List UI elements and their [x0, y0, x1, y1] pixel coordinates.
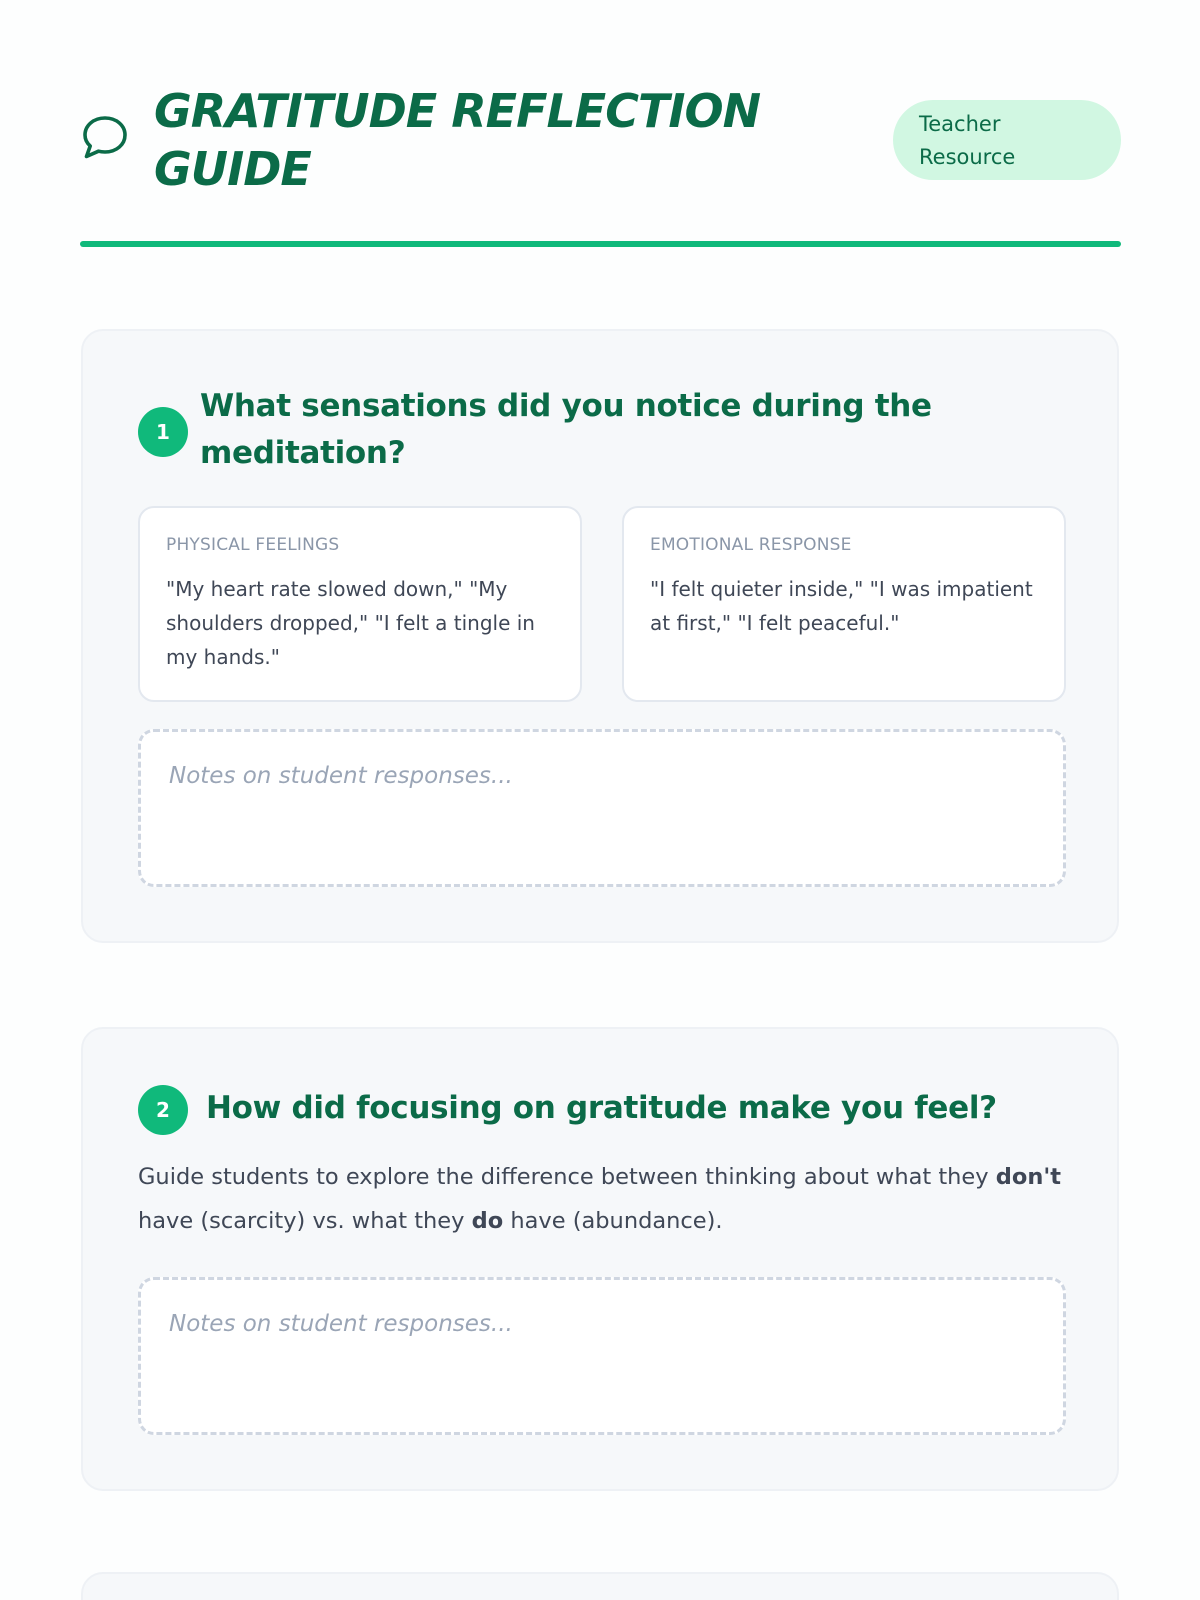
page-title-line-2: GUIDE [154, 142, 311, 196]
page-title [154, 82, 854, 198]
chat-bubble-icon [80, 112, 130, 162]
question-title: How did focusing on gratitude make you feel? [206, 1090, 997, 1126]
physical-feelings-box [138, 506, 582, 702]
teacher-resource-badge [893, 100, 1121, 180]
question-card-3 [81, 1572, 1119, 1600]
notes-field-1[interactable]: Notes on student responses... [138, 729, 1066, 887]
question-card-1 [81, 329, 1119, 943]
question-guidance-text [138, 1155, 1068, 1243]
header-divider [80, 241, 1121, 247]
emotional-response-label: EMOTIONAL RESPONSE [650, 535, 852, 555]
guidance-emphasis: don't [995, 1164, 1061, 1190]
question-card-2 [81, 1027, 1119, 1491]
guidance-text-part: Guide students to explore the difference between thinking about what they [138, 1164, 996, 1190]
notes-field-2[interactable]: Notes on student responses... [138, 1277, 1066, 1435]
physical-feelings-text: "My heart rate slowed down," "My shoulders dropped," "I felt a tingle in my hands." [166, 577, 535, 669]
question-header-2 [138, 1081, 1067, 1141]
question-title: What sensations did you notice during the meditation? [200, 388, 932, 471]
emotional-response-text: "I felt quieter inside," "I was impatient at first," "I felt peaceful." [650, 577, 1033, 635]
guidance-text-part: have (abundance). [503, 1208, 723, 1234]
question-header-1 [138, 383, 1067, 483]
badge-line-2: Resource [919, 145, 1016, 169]
page-header [80, 78, 1120, 198]
badge-line-1: Teacher [919, 112, 1001, 136]
question-number-badge: 1 [138, 407, 188, 457]
question-number-badge: 2 [138, 1085, 188, 1135]
page-title-line-1: GRATITUDE REFLECTION [154, 84, 761, 138]
physical-feelings-label: PHYSICAL FEELINGS [166, 535, 340, 555]
emotional-response-box [622, 506, 1066, 702]
guidance-text-part: have (scarcity) vs. what they [138, 1208, 472, 1234]
guidance-emphasis: do [471, 1208, 504, 1234]
